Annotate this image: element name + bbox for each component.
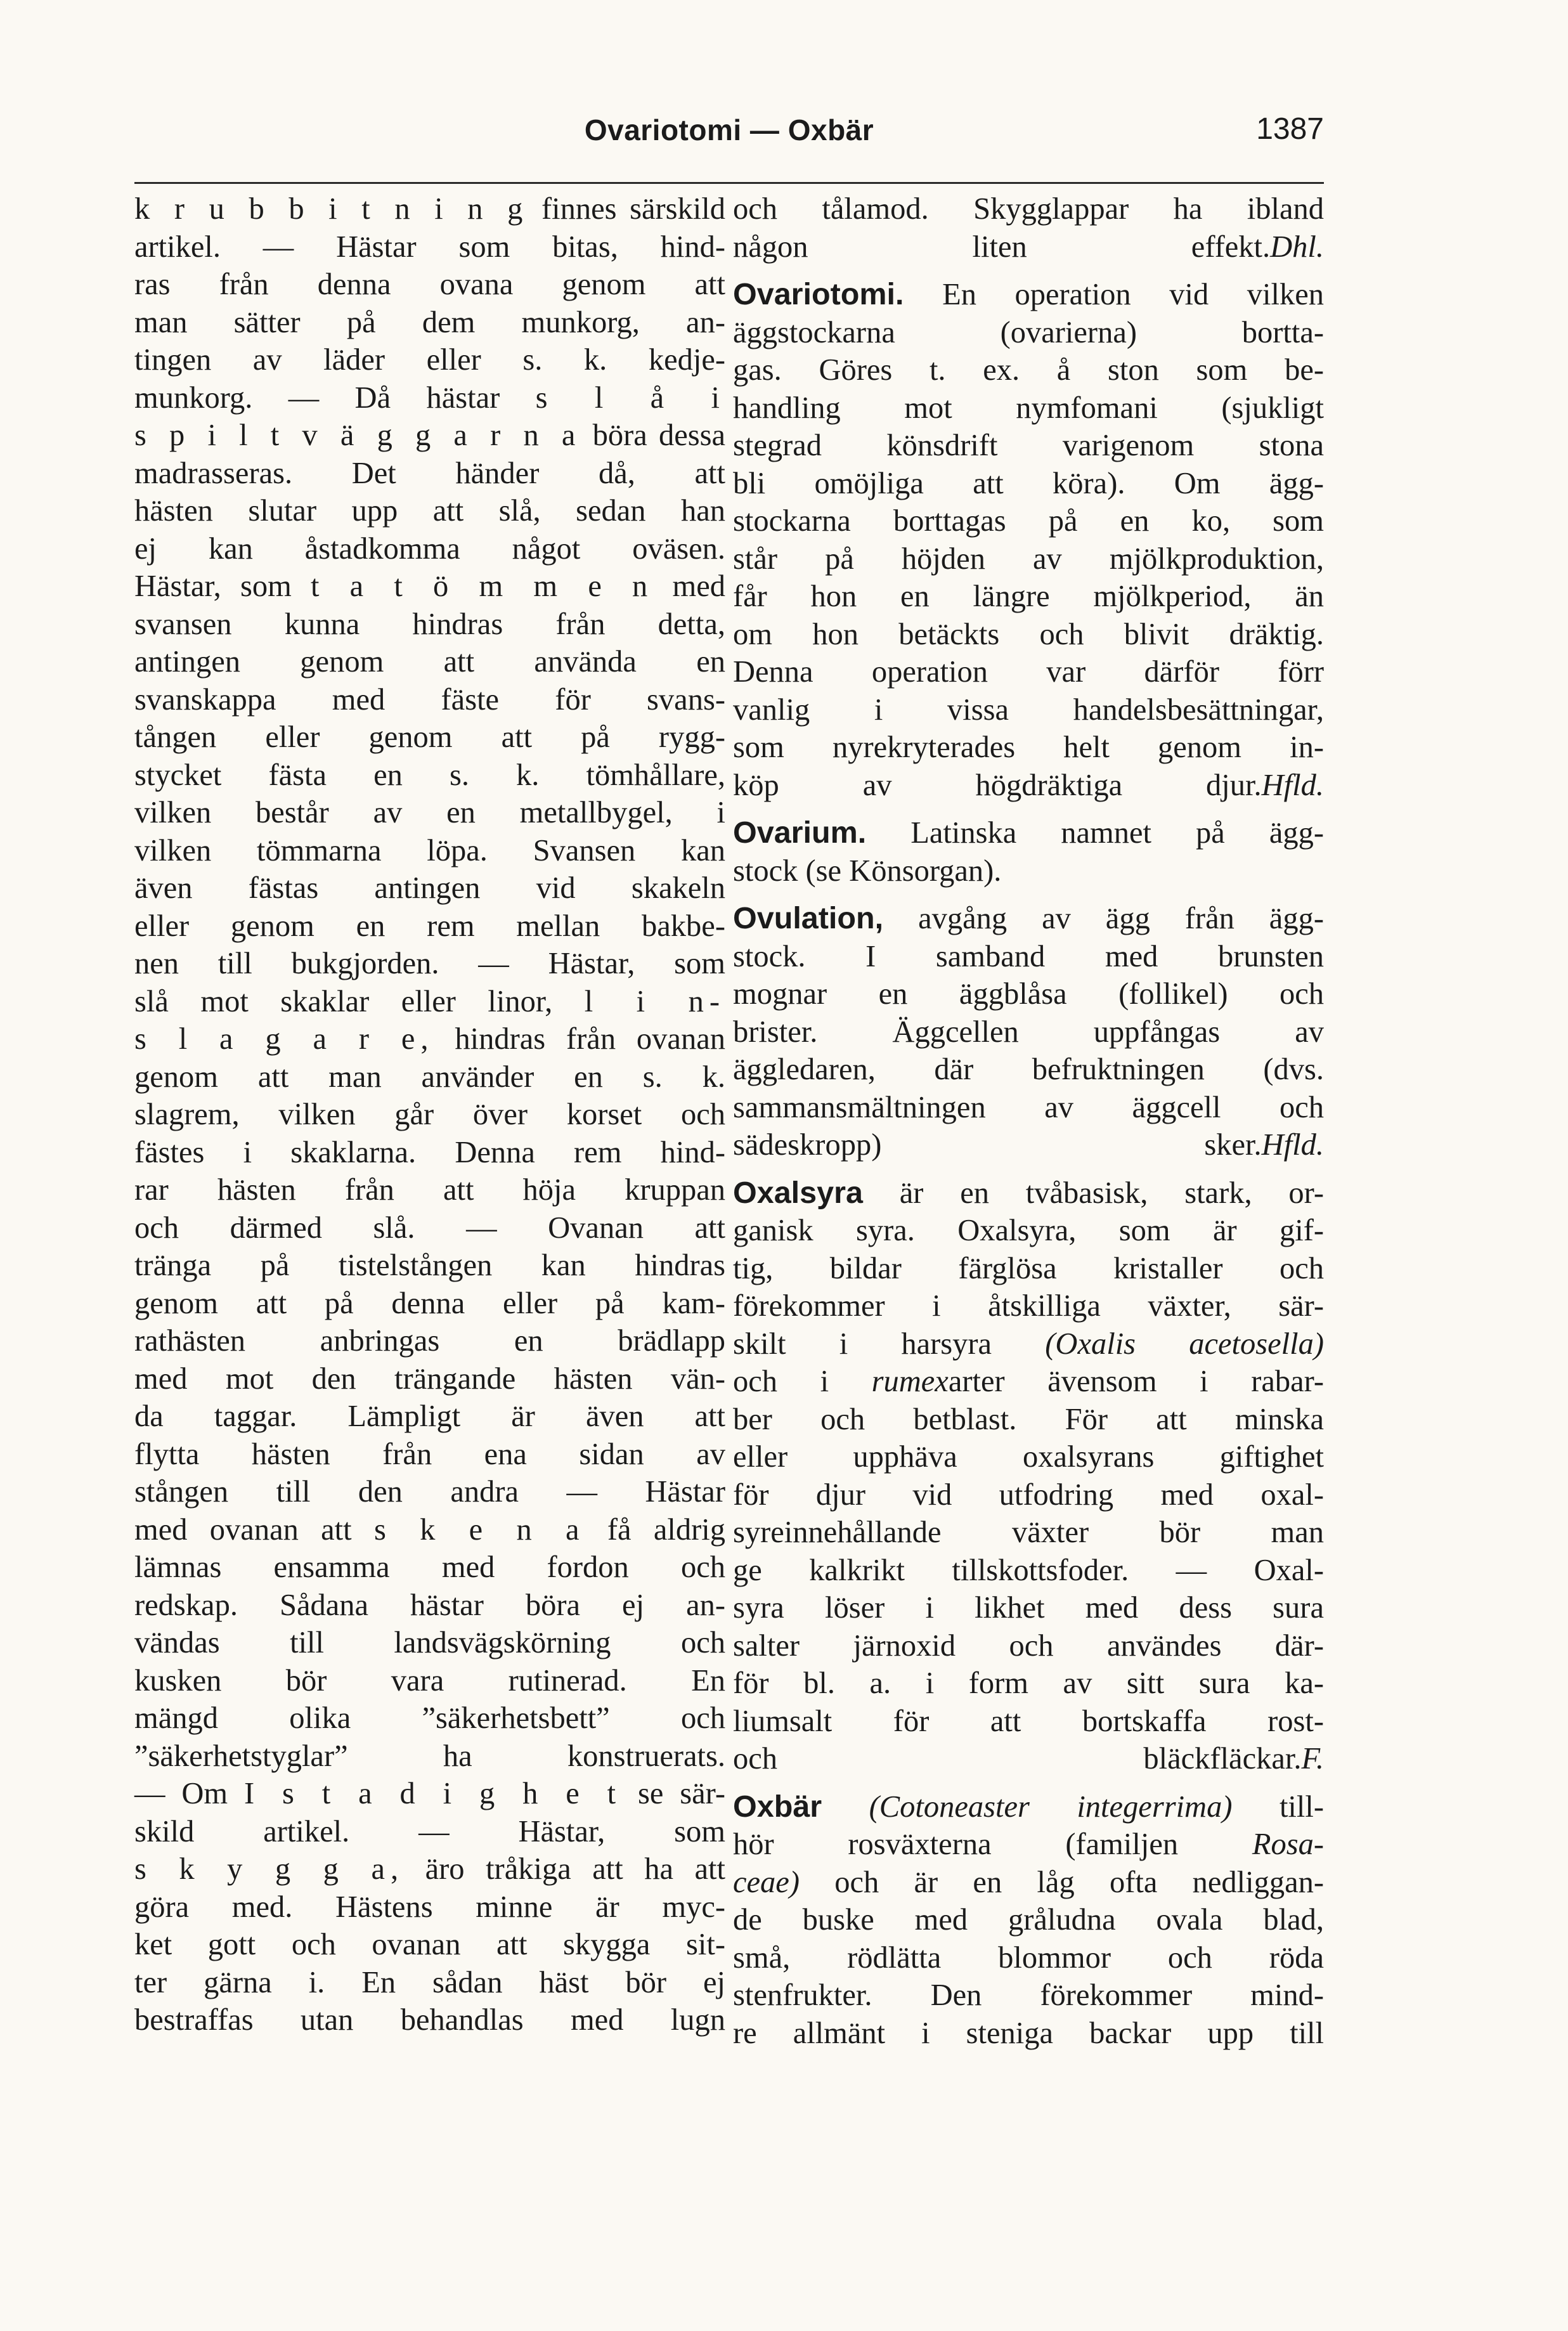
- text-line: [134, 1398, 725, 1436]
- text-run: antingen genom att använda en: [134, 645, 725, 679]
- text-run: för djur vid utfodring med oxal-: [733, 1477, 1324, 1512]
- text-run: mognar en äggblåsa (follikel) och: [733, 977, 1324, 1011]
- page-header: [134, 108, 1324, 152]
- text-run: madrasseras. Det händer då, att: [134, 456, 725, 490]
- text-run: hästen slutar upp att slå, sedan han: [134, 494, 725, 528]
- text-line: [733, 540, 1324, 578]
- text-run: vändas till landsvägskörning och: [134, 1626, 725, 1659]
- text-line: [733, 1438, 1324, 1476]
- text-line: [134, 1285, 725, 1323]
- text-run: re allmänt i steniga backar upp till: [733, 2016, 1324, 2050]
- text-line: [733, 616, 1324, 654]
- entry-gap: [733, 804, 1324, 814]
- text-run: skild artikel. — Hästar, som: [134, 1814, 725, 1848]
- text-run: göra med. Hästens minne är myc-: [134, 1890, 725, 1924]
- text-line: [134, 1624, 725, 1662]
- italic-term: (Oxalis acetosella): [1045, 1327, 1324, 1361]
- text-run: äggstockarna (ovarierna) bortta-: [733, 315, 1324, 349]
- text-run: förekommer i åtskilliga växter, sär-: [733, 1289, 1324, 1323]
- text-line: [134, 1322, 725, 1360]
- text-run: I s t a d i g h e t: [244, 1777, 622, 1810]
- text-run: artikel. — Hästar som bitas, hind-: [134, 230, 725, 264]
- text-run: sädeskropp) sker.: [733, 1128, 1262, 1162]
- page-number: 1387: [1256, 112, 1324, 146]
- header-rule: [134, 182, 1324, 184]
- text-line: [134, 1247, 725, 1285]
- running-head: Ovariotomi — Oxbär: [584, 114, 874, 146]
- text-line: [134, 606, 725, 644]
- text-run: skilt i harsyra: [733, 1327, 1046, 1361]
- text-line: [733, 852, 1324, 890]
- text-run: med: [653, 569, 725, 603]
- text-run: står på höjden av mjölkproduktion,: [733, 542, 1324, 576]
- text-line: [134, 1020, 725, 1058]
- text-run: och i: [733, 1365, 872, 1398]
- text-line: [733, 427, 1324, 465]
- text-line: [134, 266, 725, 304]
- text-run: stycket fästa en s. k. tömhållare,: [134, 758, 725, 792]
- text-run: tången eller genom att på rygg-: [134, 720, 725, 754]
- italic-term: Rosa-: [1252, 1828, 1324, 1861]
- text-run: med mot den trängande hästen vän-: [134, 1361, 725, 1396]
- text-line: [134, 455, 725, 493]
- text-line: [733, 1212, 1324, 1250]
- text-run: bestraffas utan behandlas med lugn: [134, 2003, 725, 2037]
- text-run: ber och betblast. För att minska: [733, 1402, 1324, 1436]
- text-run: och därmed slå. — Ovanan att: [134, 1211, 725, 1245]
- entry-headword: Oxbär: [733, 1789, 822, 1824]
- text-line: [733, 1325, 1324, 1363]
- text-run: vilken består av en metallbygel, i: [134, 796, 725, 829]
- text-line: [733, 1250, 1324, 1288]
- text-line: [733, 389, 1324, 427]
- text-line: [733, 1401, 1324, 1439]
- text-line: [134, 681, 725, 719]
- text-line: [134, 530, 725, 568]
- text-line: [733, 1939, 1324, 1977]
- text-line: [134, 304, 725, 342]
- text-line: [733, 1788, 1324, 1826]
- text-line: [134, 869, 725, 907]
- text-run: stenfrukter. Den förekommer mind-: [733, 1978, 1324, 2012]
- text-line: [733, 814, 1324, 852]
- text-line: [134, 945, 725, 983]
- text-run: tränga på tistelstången kan hindras: [134, 1249, 725, 1282]
- entry-gap: [733, 266, 1324, 276]
- text-run: som nyrekryterades helt genom in-: [733, 730, 1324, 764]
- text-run: nen till bukgjorden. — Hästar, som: [134, 947, 725, 980]
- text-run: tig, bildar färglösa kristaller och: [733, 1251, 1324, 1285]
- text-run: liumsalt för att bortskaffa rost-: [733, 1704, 1324, 1738]
- text-run: svanskappa med fäste för svans-: [134, 682, 725, 717]
- text-run: s p i l t v ä g g a r n a: [134, 419, 581, 452]
- text-run: få aldrig: [585, 1512, 725, 1547]
- text-line: [733, 1740, 1324, 1778]
- text-run: rar hästen från att höja kruppan: [134, 1173, 725, 1207]
- text-line: [134, 1058, 725, 1096]
- text-line: [134, 1436, 725, 1474]
- text-line: [733, 1589, 1324, 1627]
- text-run: ter gärna i. En sådan häst bör ej: [134, 1965, 725, 1999]
- text-run: genom att på denna eller på kam-: [134, 1286, 725, 1320]
- text-run: sammansmältningen av äggcell och: [733, 1090, 1324, 1124]
- text-run: [822, 1790, 869, 1824]
- text-run: böra dessa: [581, 419, 726, 452]
- text-line: [134, 643, 725, 681]
- text-line: [733, 1051, 1324, 1089]
- text-run: se sär-: [621, 1777, 725, 1810]
- text-run: — Om: [134, 1777, 244, 1810]
- text-run: t a t ö m m e n: [311, 569, 654, 603]
- text-line: [134, 1096, 725, 1134]
- text-line: [134, 1850, 725, 1888]
- text-run: äggledaren, där befruktningen (dvs.: [733, 1053, 1324, 1086]
- text-run: rathästen anbringas en brädlapp: [134, 1324, 725, 1358]
- entry-gap: [733, 1164, 1324, 1174]
- text-line: [733, 938, 1324, 976]
- text-run: stegrad könsdrift varigenom stona: [733, 429, 1324, 462]
- italic-term: rumex: [871, 1365, 949, 1398]
- text-run: även fästas antingen vid skakeln: [134, 871, 725, 905]
- text-run: En operation vid vilken: [904, 278, 1324, 311]
- text-line: [134, 1511, 725, 1549]
- text-run: slagrem, vilken går över korset och: [134, 1098, 725, 1131]
- text-run: l i n-: [584, 984, 725, 1018]
- left-column: [134, 190, 725, 2039]
- text-line: [733, 1013, 1324, 1051]
- text-run: hindras från ovanan: [434, 1022, 725, 1056]
- text-line: [733, 1089, 1324, 1127]
- text-run: om hon betäckts och blivit dräktig.: [733, 617, 1324, 651]
- text-run: stockarna borttagas på en ko, som: [733, 504, 1324, 538]
- text-line: [134, 568, 725, 606]
- text-run: ganisk syra. Oxalsyra, som är gif-: [733, 1214, 1324, 1247]
- text-line: [733, 1363, 1324, 1401]
- italic-term: ceae): [733, 1865, 800, 1899]
- text-line: [733, 314, 1324, 352]
- text-run: med ovanan att: [134, 1512, 374, 1547]
- text-line: [134, 1171, 725, 1209]
- text-line: [733, 1864, 1324, 1902]
- text-line: [733, 1174, 1324, 1212]
- text-run: köp av högdräktiga djur.: [733, 768, 1262, 802]
- text-line: [134, 1473, 725, 1511]
- text-run: s k e n a: [373, 1512, 585, 1547]
- text-run: finnes särskild: [528, 192, 726, 226]
- text-run: små, rödlätta blommor och röda: [733, 1940, 1324, 1975]
- text-line: [134, 718, 725, 756]
- text-line: [733, 190, 1324, 228]
- text-line: [134, 983, 725, 1021]
- text-line: [733, 729, 1324, 767]
- text-run: s l a g a r e,: [134, 1022, 434, 1056]
- text-line: [733, 1514, 1324, 1552]
- text-line: [134, 1888, 725, 1926]
- text-run: fästes i skaklarna. Denna rem hind-: [134, 1135, 725, 1169]
- text-line: [733, 1552, 1324, 1590]
- text-run: ge kalkrikt tillskottsfoder. — Oxal-: [733, 1553, 1324, 1587]
- text-run: munkorg. — Då hästar: [134, 380, 536, 415]
- text-line: [733, 1627, 1324, 1665]
- entry-headword: Ovarium.: [733, 815, 867, 850]
- text-run: genom att man använder en s. k.: [134, 1060, 725, 1094]
- text-run: s k y g g a,: [134, 1852, 405, 1886]
- text-line: [134, 190, 725, 228]
- text-line: [733, 1703, 1324, 1741]
- text-run: Hästar, som: [134, 569, 311, 603]
- text-line: [733, 502, 1324, 540]
- entry-gap: [733, 890, 1324, 900]
- text-line: [733, 465, 1324, 503]
- text-run: och tålamod. Skygglappar ha ibland: [733, 192, 1324, 226]
- text-line: [733, 1287, 1324, 1325]
- text-run: för bl. a. i form av sitt sura ka-: [733, 1666, 1324, 1700]
- text-run: svansen kunna hindras från detta,: [134, 607, 725, 641]
- text-run: slå mot skaklar eller linor,: [134, 984, 585, 1018]
- text-run: Denna operation var därför förr: [733, 655, 1324, 689]
- text-run: redskap. Sådana hästar böra ej an-: [134, 1588, 725, 1622]
- text-line: [134, 2001, 725, 2039]
- text-line: [134, 1699, 725, 1737]
- text-line: [733, 276, 1324, 314]
- text-line: [733, 691, 1324, 729]
- text-line: [733, 767, 1324, 805]
- text-line: [733, 2015, 1324, 2053]
- author-signature: Dhl.: [1270, 230, 1324, 264]
- text-line: [733, 975, 1324, 1013]
- text-line: [134, 1360, 725, 1398]
- text-run: ket gott och ovanan att skygga sit-: [134, 1928, 725, 1961]
- text-line: [134, 1662, 725, 1700]
- text-run: flytta hästen från ena sidan av: [134, 1437, 725, 1471]
- text-run: k r u b b i t n i n g: [134, 192, 529, 226]
- text-run: äro tråkiga att ha att: [404, 1852, 725, 1886]
- text-line: [733, 1901, 1324, 1939]
- text-line: [733, 1665, 1324, 1703]
- text-run: syra löser i likhet med dess sura: [733, 1591, 1324, 1625]
- text-line: [134, 1737, 725, 1776]
- text-line: [134, 832, 725, 870]
- text-line: [733, 653, 1324, 691]
- author-signature: Hfld.: [1261, 1128, 1324, 1162]
- text-line: [733, 578, 1324, 616]
- text-run: ras från denna ovana genom att: [134, 268, 725, 301]
- text-line: [733, 1826, 1324, 1864]
- text-line: [134, 1549, 725, 1587]
- entry-gap: [733, 1778, 1324, 1788]
- text-run: salter järnoxid och användes där-: [733, 1628, 1324, 1663]
- text-line: [733, 1126, 1324, 1164]
- text-line: [134, 907, 725, 945]
- text-run: handling mot nymfomani (sjukligt: [733, 391, 1324, 425]
- text-run: gas. Göres t. ex. å ston som be-: [733, 353, 1324, 387]
- italic-term: (Cotoneaster integerrima): [869, 1789, 1233, 1824]
- text-line: [733, 900, 1324, 938]
- entry-headword: Ovulation,: [733, 901, 884, 935]
- text-run: arter ävensom i rabar-: [948, 1365, 1324, 1398]
- text-line: [134, 492, 725, 530]
- text-run: ej kan åstadkomma något oväsen.: [134, 531, 725, 566]
- text-line: [134, 228, 725, 266]
- text-line: [733, 1977, 1324, 2015]
- entry-headword: Ovariotomi.: [733, 277, 904, 311]
- text-run: stock. I samband med brunsten: [733, 939, 1324, 973]
- text-line: [134, 1134, 725, 1172]
- text-run: avgång av ägg från ägg-: [883, 902, 1324, 935]
- text-run: Latinska namnet på ägg-: [866, 816, 1324, 850]
- text-run: lämnas ensamma med fordon och: [134, 1550, 725, 1584]
- text-run: stången till den andra — Hästar: [134, 1475, 725, 1509]
- text-run: ”säkerhetstyglar” ha konstruerats.: [134, 1739, 725, 1773]
- text-run: får hon en längre mjölkperiod, än: [733, 580, 1324, 613]
- text-line: [733, 228, 1324, 266]
- text-run: kusken bör vara rutinerad. En: [134, 1663, 725, 1698]
- text-run: någon liten effekt.: [733, 230, 1271, 264]
- author-signature: Hfld.: [1261, 768, 1324, 802]
- text-line: [134, 1587, 725, 1625]
- text-line: [134, 756, 725, 795]
- text-run: bli omöjliga att köra). Om ägg-: [733, 466, 1324, 500]
- text-run: vanlig i vissa handelsbesättningar,: [733, 692, 1324, 727]
- text-run: och är en låg ofta nedliggan-: [799, 1865, 1324, 1899]
- text-line: [134, 1926, 725, 1964]
- text-run: vilken tömmarna löpa. Svansen kan: [134, 833, 725, 867]
- text-run: tingen av läder eller s. k. kedje-: [134, 343, 725, 377]
- text-run: stock (se Könsorgan).: [733, 854, 1002, 888]
- text-line: [134, 341, 725, 379]
- text-run: eller upphäva oxalsyrans giftighet: [733, 1440, 1324, 1474]
- text-run: är en tvåbasisk, stark, or-: [862, 1176, 1324, 1210]
- text-run: de buske med gråludna ovala blad,: [733, 1903, 1324, 1937]
- text-line: [134, 417, 725, 455]
- entry-headword: Oxalsyra: [733, 1175, 863, 1210]
- text-line: [134, 1813, 725, 1851]
- author-signature: F.: [1301, 1742, 1324, 1776]
- text-run: hör rosväxterna (familjen: [733, 1828, 1252, 1861]
- text-line: [134, 1775, 725, 1813]
- text-line: [134, 794, 725, 832]
- text-line: [134, 1964, 725, 2002]
- text-line: [134, 1209, 725, 1247]
- text-run: mängd olika ”säkerhetsbett” och: [134, 1701, 725, 1735]
- text-run: s l å i: [535, 380, 725, 415]
- text-run: brister. Äggcellen uppfångas av: [733, 1015, 1324, 1049]
- text-line: [134, 379, 725, 417]
- text-run: eller genom en rem mellan bakbe-: [134, 909, 725, 943]
- text-run: man sätter på dem munkorg, an-: [134, 305, 725, 339]
- text-run: syreinnehållande växter bör man: [733, 1516, 1324, 1549]
- text-line: [733, 351, 1324, 389]
- text-run: da taggar. Lämpligt är även att: [134, 1399, 725, 1433]
- text-run: till-: [1232, 1789, 1324, 1824]
- right-column: [733, 190, 1324, 2052]
- text-run: och bläckfläckar.: [733, 1742, 1302, 1776]
- text-line: [733, 1476, 1324, 1514]
